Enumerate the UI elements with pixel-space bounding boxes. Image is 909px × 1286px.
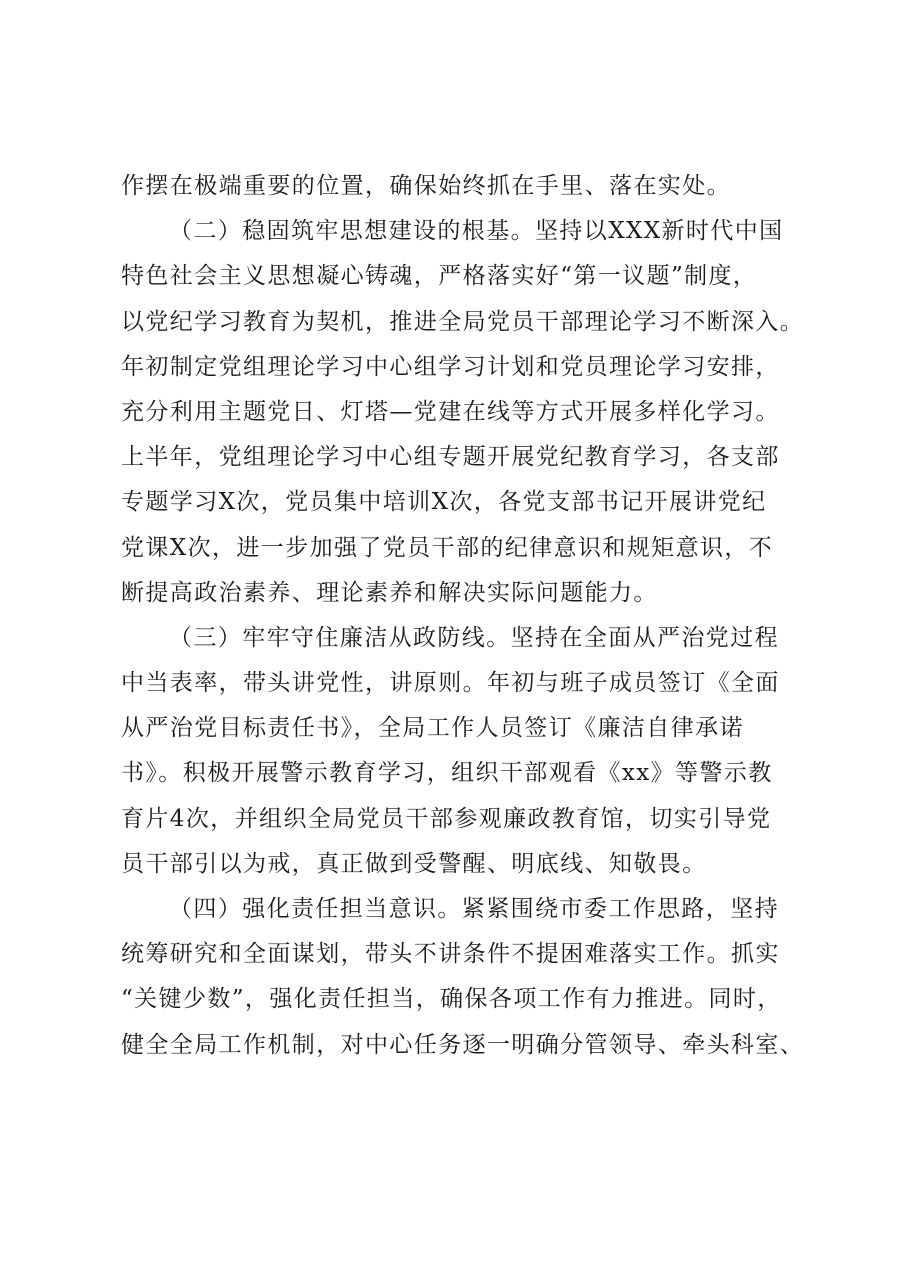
text-line: 以党纪学习教育为契机，推进全局党员干部理论学习不断深入。 (121, 308, 805, 335)
text-line: 统筹研究和全面谋划，带头不讲条件不提困难落实工作。抓实 (121, 941, 780, 968)
text-line: 作摆在极端重要的位置，确保始终抓在手里、落在实处。 (121, 173, 731, 199)
text-line: 中当表率，带头讲党性，讲原则。年初与班子成员签订《全面 (121, 670, 780, 697)
text-line: 专题学习X次，党员集中培训X次，各党支部书记开展讲党纪 (121, 489, 767, 516)
text-line: “关键少数”，强化责任担当，确保各项工作有力推进。同时， (121, 986, 782, 1013)
text-line: 员干部引以为戒，真正做到受警醒、明底线、知敬畏。 (121, 850, 707, 877)
paragraph-heading-line: （四）强化责任担当意识。紧紧围绕市委工作思路，坚持 (169, 896, 779, 922)
text-line: 断提高政治素养、理论素养和解决实际问题能力。 (121, 579, 658, 606)
document-body (121, 164, 805, 1068)
text-line: 充分利用主题党日、灯塔—党建在线等方式开展多样化学习。 (121, 398, 780, 425)
text-line: 年初制定党组理论学习中心组学习计划和党员理论学习安排， (121, 353, 780, 380)
paragraph-heading-line: （三）牢牢守住廉洁从政防线。坚持在全面从严治党过程 (169, 624, 779, 651)
text-line: 上半年，党组理论学习中心组专题开展党纪教育学习，各支部 (121, 444, 780, 471)
text-line: 书》。积极开展警示教育学习，组织干部观看《xx》等警示教 (121, 760, 773, 787)
text-line: 特色社会主义思想凝心铸魂，严格落实好“第一议题”制度， (121, 263, 758, 290)
text-line: 育片4次，并组织全局党员干部参观廉政教育馆，切实引导党 (121, 805, 772, 832)
text-line: 党课X次，进一步加强了党员干部的纪律意识和规矩意识，不 (121, 534, 774, 561)
paragraph-heading-line: （二）稳固筑牢思想建设的根基。坚持以XXX新时代中国 (169, 218, 784, 245)
text-line: 健全全局工作机制，对中心任务逐一明确分管领导、牵头科室、 (121, 1031, 805, 1058)
text-line: 从严治党目标责任书》，全局工作人员签订《廉洁自律承诺 (121, 715, 744, 742)
